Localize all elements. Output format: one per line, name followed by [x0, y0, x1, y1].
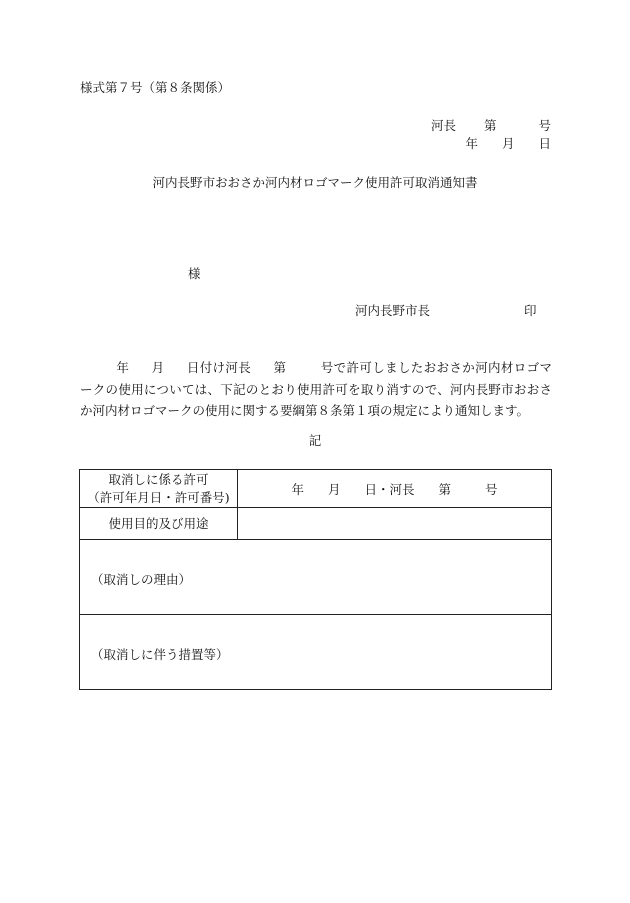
- record-heading: 記: [308, 433, 322, 448]
- body-text: 号で許可しましたおおさか河内材ロゴマークの使用については、下記のとおり使用許可を取り消すので、河内長野市おおさか河内材ロゴマークの使用に関する要綱第８条第１項の規定により通知します。: [80, 360, 552, 418]
- issue-prefix: 河長: [430, 118, 456, 133]
- issuer-name: 河内長野市長: [355, 303, 431, 318]
- document-title: 河内長野市おおさか河内材ロゴマーク使用許可取消通知書: [152, 175, 478, 190]
- body-year: 年: [116, 360, 130, 375]
- table-row: [80, 615, 552, 690]
- purpose-value-cell[interactable]: [238, 508, 552, 540]
- measures-box[interactable]: [80, 615, 552, 690]
- body-dai: 第: [273, 360, 287, 375]
- permit-dai: 第: [438, 481, 452, 497]
- issue-number: [431, 120, 551, 133]
- date-year: 年: [465, 136, 478, 151]
- permit-label-line1: 取消しに係る許可: [108, 471, 209, 487]
- table-row: [80, 470, 552, 508]
- permit-month: 月: [327, 481, 341, 497]
- addressee-suffix: 様: [188, 266, 201, 281]
- issue-dai: 第: [483, 118, 497, 133]
- issue-date: [465, 138, 551, 151]
- measures-label: （取消しに伴う措置等）: [91, 646, 229, 662]
- table-row: [80, 508, 552, 540]
- notice-body: [80, 357, 552, 422]
- purpose-label: 使用目的及び用途: [80, 508, 238, 540]
- permit-day: 日・河長: [364, 481, 415, 497]
- issue-go: 号: [538, 118, 551, 133]
- reason-box[interactable]: [80, 540, 552, 615]
- permit-label-cell: [80, 470, 238, 508]
- reason-label: （取消しの理由）: [91, 571, 192, 587]
- table-row: [80, 540, 552, 615]
- permit-label-line2: （許可年月日・許可番号): [87, 489, 230, 505]
- cancellation-table: [79, 469, 552, 690]
- body-month: 月: [151, 360, 165, 375]
- seal-mark: 印: [524, 303, 537, 318]
- date-day: 日: [538, 136, 551, 151]
- permit-go: 号: [485, 481, 498, 497]
- form-number: 様式第７号（第８条関係）: [80, 80, 231, 95]
- permit-year: 年: [291, 481, 304, 497]
- permit-value-cell[interactable]: [238, 470, 552, 508]
- date-month: 月: [501, 136, 515, 151]
- body-date-suffix: 日付け河長: [186, 360, 252, 375]
